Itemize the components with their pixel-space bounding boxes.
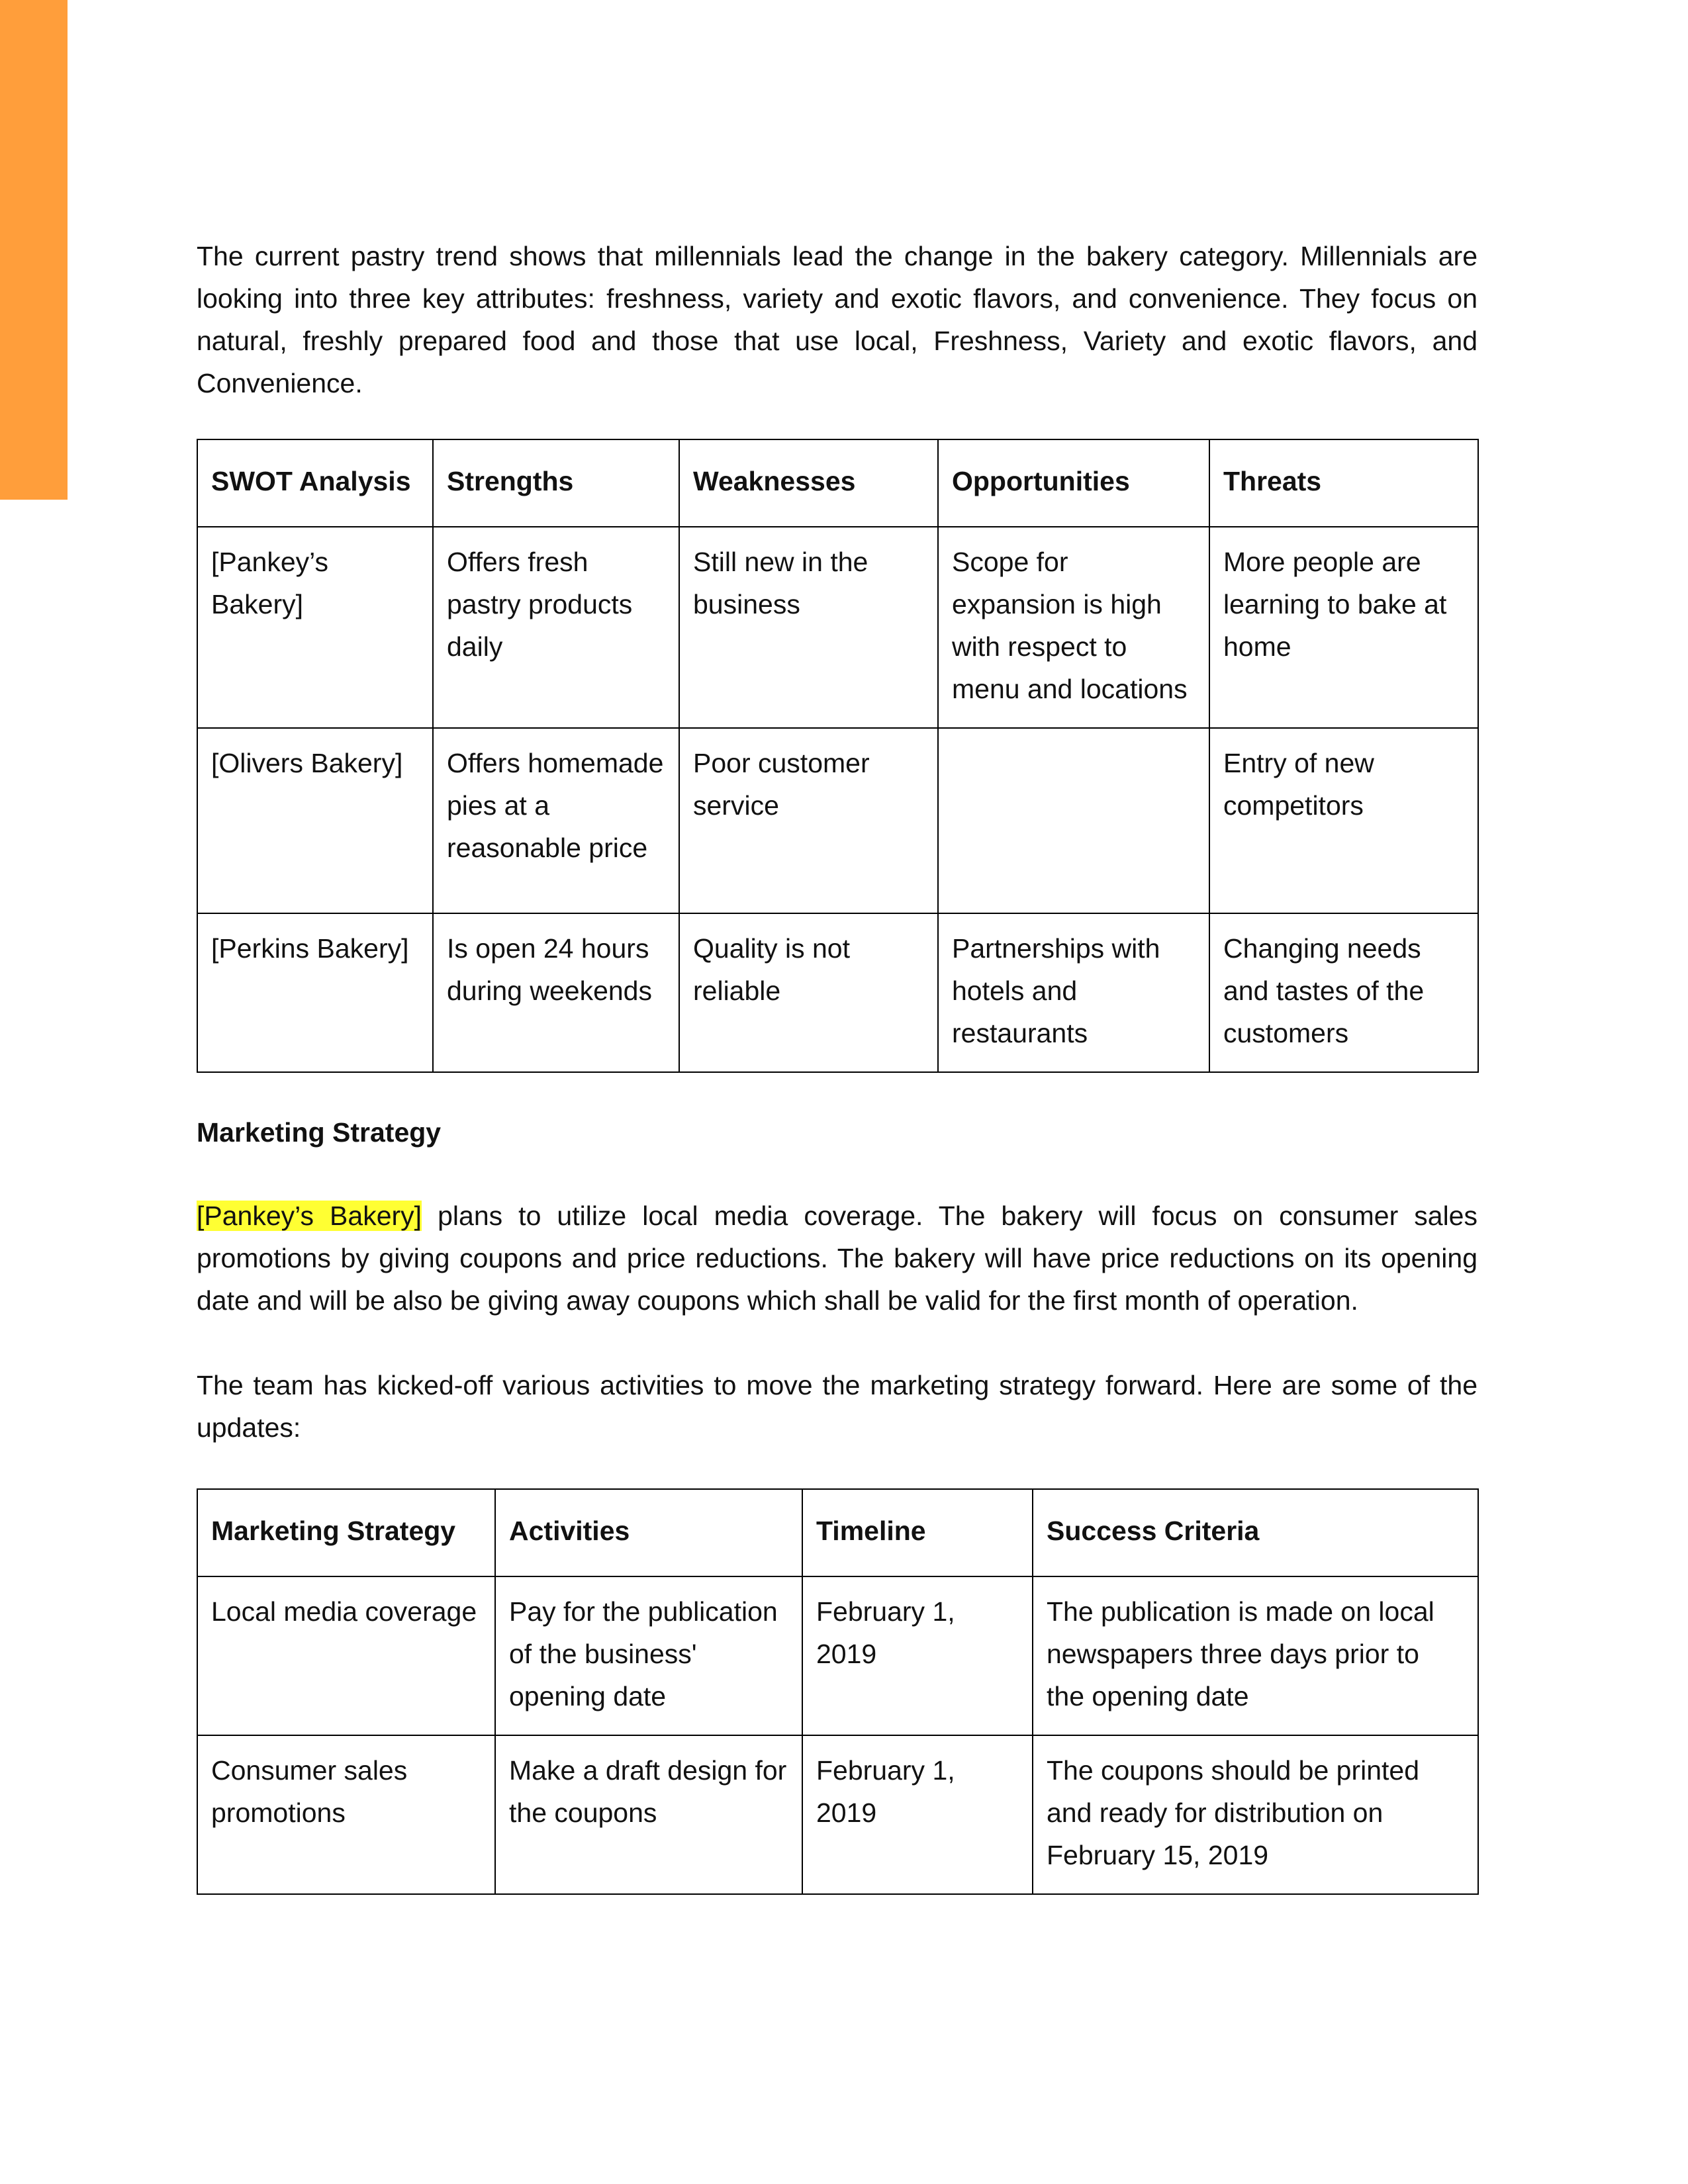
marketing-cell: The coupons should be printed and ready for distribution on February 15, 2019 — [1033, 1735, 1478, 1894]
marketing-header-cell: Marketing Strategy — [197, 1489, 495, 1576]
marketing-cell: Consumer sales promotions — [197, 1735, 495, 1894]
document-body — [197, 235, 1477, 1895]
swot-header-cell: Opportunities — [938, 439, 1209, 527]
swot-cell: Changing needs and tastes of the customers — [1209, 913, 1478, 1072]
swot-cell: Offers fresh pastry products daily — [433, 527, 679, 728]
swot-table — [197, 439, 1479, 1073]
swot-cell: Partnerships with hotels and restaurants — [938, 913, 1209, 1072]
swot-header-cell: Strengths — [433, 439, 679, 527]
marketing-cell: Make a draft design for the coupons — [495, 1735, 802, 1894]
swot-cell: Scope for expansion is high with respect to menu and locations — [938, 527, 1209, 728]
marketing-header-cell: Success Criteria — [1033, 1489, 1478, 1576]
marketing-cell: Pay for the publication of the business' opening date — [495, 1576, 802, 1735]
swot-header-cell: SWOT Analysis — [197, 439, 433, 527]
swot-row — [197, 728, 1478, 913]
marketing-cell: The publication is made on local newspapers three days prior to the opening date — [1033, 1576, 1478, 1735]
swot-cell: Is open 24 hours during weekends — [433, 913, 679, 1072]
marketing-header-row — [197, 1489, 1478, 1576]
swot-cell: More people are learning to bake at home — [1209, 527, 1478, 728]
swot-cell: [Pankey’s Bakery] — [197, 527, 433, 728]
strategy-paragraph — [197, 1195, 1477, 1322]
swot-cell: Poor customer service — [679, 728, 938, 913]
marketing-header-cell: Activities — [495, 1489, 802, 1576]
marketing-cell: Local media coverage — [197, 1576, 495, 1735]
swot-row — [197, 527, 1478, 728]
swot-cell — [938, 728, 1209, 913]
swot-cell: Entry of new competitors — [1209, 728, 1478, 913]
marketing-row — [197, 1576, 1478, 1735]
marketing-header-cell: Timeline — [802, 1489, 1033, 1576]
swot-header-row — [197, 439, 1478, 527]
swot-header-cell: Weaknesses — [679, 439, 938, 527]
swot-cell: [Olivers Bakery] — [197, 728, 433, 913]
intro-paragraph: The current pastry trend shows that millennials lead the change in the bakery category. Millennials are looking into three key attributes: freshness, variety and exotic flavors, and convenience. They focus on natural, freshly prepared food and those that use local, Freshness, Variety and exotic flavors, and Convenience. — [197, 241, 1477, 398]
highlighted-business-name: [Pankey’s Bakery] — [197, 1201, 422, 1231]
team-update-paragraph: The team has kicked-off various activities to move the marketing strategy forward. Here are some of the updates: — [197, 1370, 1477, 1443]
marketing-cell: February 1, 2019 — [802, 1576, 1033, 1735]
marketing-activities-table — [197, 1488, 1479, 1895]
marketing-row — [197, 1735, 1478, 1894]
marketing-strategy-heading: Marketing Strategy — [197, 1117, 442, 1148]
marketing-cell: February 1, 2019 — [802, 1735, 1033, 1894]
strategy-paragraph-text: plans to utilize local media coverage. The bakery will focus on consumer sales promotions by giving coupons and price reductions. The bakery will have price reductions on its opening date and will be also be giving away coupons which shall be valid for the first month of operation. — [197, 1201, 1477, 1316]
swot-row — [197, 913, 1478, 1072]
swot-cell: Still new in the business — [679, 527, 938, 728]
swot-header-cell: Threats — [1209, 439, 1478, 527]
swot-cell: [Perkins Bakery] — [197, 913, 433, 1072]
swot-cell: Quality is not reliable — [679, 913, 938, 1072]
swot-cell: Offers homemade pies at a reasonable price — [433, 728, 679, 913]
orange-accent-bar — [0, 0, 68, 500]
